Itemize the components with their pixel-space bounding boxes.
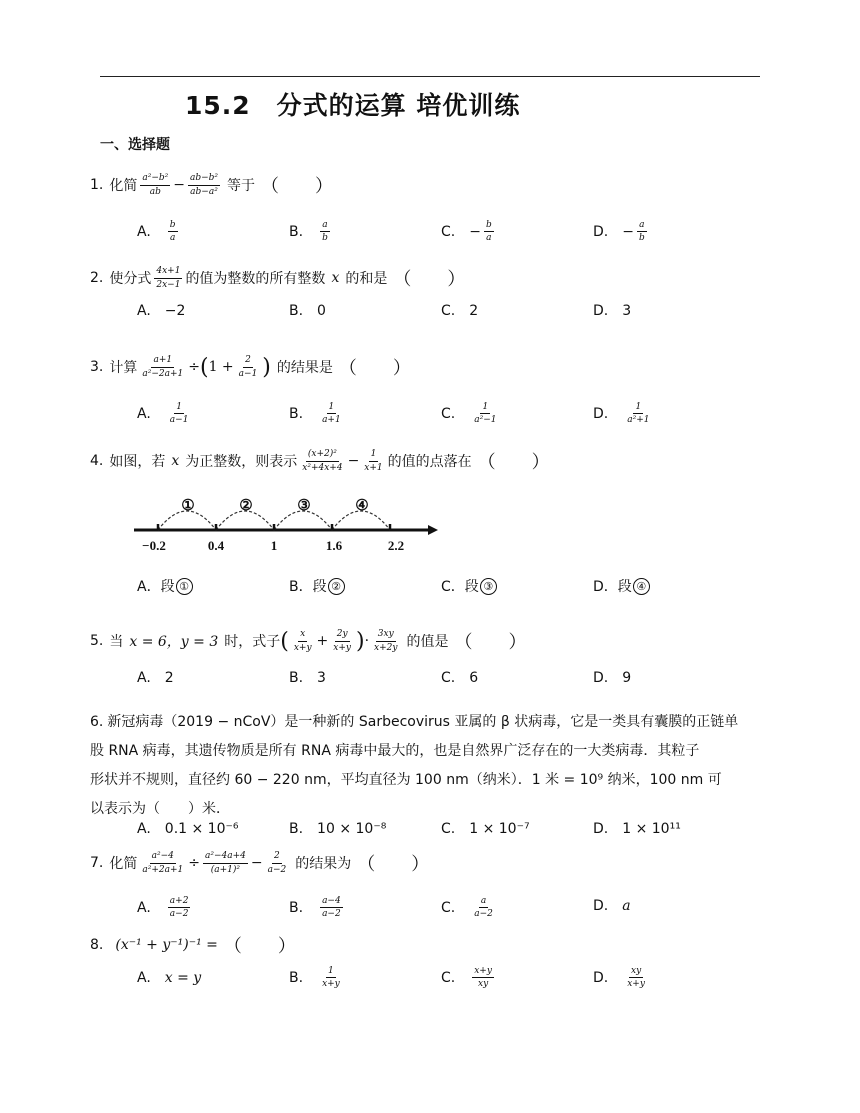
- answer-blank: （ ）: [454, 632, 527, 653]
- option-d[interactable]: D. $\frac{1}{\text{a²+1}}$: [593, 402, 650, 426]
- section-heading: 一、选择题: [100, 137, 170, 153]
- question-text: 化简: [109, 178, 138, 194]
- option-c[interactable]: C. 1 × 10⁻⁷: [441, 821, 530, 837]
- answer-blank: （ ）: [338, 358, 411, 379]
- option-d[interactable]: D．段 ④: [593, 576, 650, 596]
- tick-label: 1: [270, 538, 278, 553]
- tick-label: −0.2: [142, 538, 166, 553]
- tick-label: 0.4: [207, 538, 225, 553]
- option-b[interactable]: B. $\frac{a-4}{a-2}$: [289, 896, 341, 920]
- header-rule: [100, 76, 760, 77]
- option-d[interactable]: D. $\frac{xy}{x+y}$: [593, 966, 645, 990]
- option-a[interactable]: A. −2: [137, 303, 186, 319]
- fraction: $\frac{\text{a²−b²}}{ab}$: [142, 173, 169, 197]
- arrow-head: [428, 525, 438, 535]
- option-c[interactable]: C. 2: [441, 303, 479, 319]
- arc-label: ②: [239, 498, 253, 514]
- option-a[interactable]: A. x = y: [137, 970, 202, 986]
- option-b[interactable]: B. 0: [289, 303, 326, 319]
- question-7: 7. 化简 $\frac{\text{a²−4}}{\text{a²+2a+1}}$ ÷ $\frac{\text{a²−4a+4}}{\text{(a+1)²}}$ − $\frac{2}{a-2}$ 的结果为 （ ）: [90, 851, 430, 875]
- option-c[interactable]: C. $\frac{x+y}{xy}$: [441, 966, 492, 990]
- question-4: 4. 如图，若 x 为正整数，则表示 $\frac{\text{(x+2)²}}{\text{x²+4x+4}}$ − $\frac{1}{x+1}$ 的值的点落在 （ ）: [90, 449, 550, 473]
- option-d[interactable]: D. a: [593, 898, 631, 914]
- fraction: $\frac{4x+1}{2x-1}$: [156, 266, 181, 290]
- option-c[interactable]: C. 6: [441, 670, 479, 686]
- option-b[interactable]: B. $\frac{1}{x+y}$: [289, 966, 340, 990]
- option-a[interactable]: A. $\frac{1}{a-1}$: [137, 402, 189, 426]
- arc-label: ③: [297, 498, 311, 514]
- option-c[interactable]: C. − $\frac{b}{a}$: [441, 220, 492, 244]
- answer-blank: （ ）: [223, 936, 296, 957]
- question-6: 6. 新冠病毒（2019 − nCoV）是一种新的 Sarbecovirus 亚属的 β 状病毒，它是一类具有囊膜的正链单 股 RNA 病毒，其遗传物质是所有 RNA 病毒中最大的，也是自然界广泛存在的一大类病毒．其粒子 形状并不规则，直径约 60 − 220 nm，平均直径为 100 nm（纳米）．1 米 = 10⁹ 纳米，100 nm 可 以表示为（ ）米．: [90, 714, 739, 817]
- question-2: 2. 使分式 $\frac{4x+1}{2x-1}$ 的值为整数的所有整数 x 的和是 （ ）: [90, 266, 466, 290]
- page-title: 15.2 分式的运算 培优训练: [185, 91, 521, 120]
- option-b[interactable]: B．段 ②: [289, 576, 345, 596]
- option-d[interactable]: D. 1 × 10¹¹: [593, 821, 681, 837]
- option-d[interactable]: D. − $\frac{a}{b}$: [593, 220, 645, 244]
- option-a[interactable]: A. 0.1 × 10⁻⁶: [137, 821, 239, 837]
- arc-label: ①: [181, 498, 195, 514]
- fraction: $\frac{\text{(x+2)²}}{\text{x²+4x+4}}$: [302, 449, 343, 473]
- answer-blank: （ ）: [477, 452, 550, 473]
- option-a[interactable]: A．段 ①: [137, 576, 193, 596]
- answer-blank: （ ）: [393, 269, 466, 290]
- fraction: $\frac{2}{a-1}$: [238, 355, 258, 379]
- question-8: 8. (x⁻¹ + y⁻¹)⁻¹ = （ ）: [90, 932, 296, 958]
- fraction: $\frac{a+1}{\text{a²−2a+1}}$: [142, 355, 184, 379]
- tick-label: 2.2: [387, 538, 405, 553]
- option-d[interactable]: D. 9: [593, 670, 632, 686]
- option-b[interactable]: B. $\frac{1}{a+1}$: [289, 402, 341, 426]
- question-1: 1. 化简 $\frac{\text{a²−b²}}{ab}$ − $\frac{\text{ab−b²}}{\text{ab−a²}}$ 等于 （ ）: [90, 173, 334, 197]
- arc-label: ④: [355, 498, 369, 514]
- tick-label: 1.6: [325, 538, 343, 553]
- option-c[interactable]: C. $\frac{1}{\text{a²−1}}$: [441, 402, 497, 426]
- option-a[interactable]: A. $\frac{b}{a}$: [137, 220, 176, 244]
- option-b[interactable]: B. 10 × 10⁻⁸: [289, 821, 387, 837]
- option-a[interactable]: A. 2: [137, 670, 174, 686]
- question-3: 3. 计算 $\frac{a+1}{\text{a²−2a+1}}$ ÷ ( 1 + $\frac{2}{a-1}$ ) 的结果是 （ ）: [90, 354, 411, 380]
- option-c[interactable]: C．段 ③: [441, 576, 497, 596]
- option-a[interactable]: A. $\frac{a+2}{a-2}$: [137, 896, 189, 920]
- question-number: 1.: [90, 177, 104, 193]
- option-b[interactable]: B. $\frac{a}{b}$: [289, 220, 328, 244]
- answer-blank: （ ）: [261, 176, 334, 197]
- question-5: 5. 当 x = 6，y = 3 时，式子 ( $\frac{x}{x+y}$ + $\frac{2y}{x+y}$ ) · $\frac{3xy}{x+2y}$ 的值是 （ ）: [90, 628, 527, 654]
- fraction: $\frac{\text{ab−b²}}{\text{ab−a²}}$: [189, 173, 219, 197]
- number-line-figure: [130, 488, 440, 556]
- option-c[interactable]: C. $\frac{a}{a-2}$: [441, 896, 493, 920]
- option-d[interactable]: D. 3: [593, 303, 632, 319]
- option-b[interactable]: B. 3: [289, 670, 326, 686]
- answer-blank: （ ）: [357, 854, 430, 875]
- fraction: $\frac{1}{x+1}$: [364, 449, 383, 473]
